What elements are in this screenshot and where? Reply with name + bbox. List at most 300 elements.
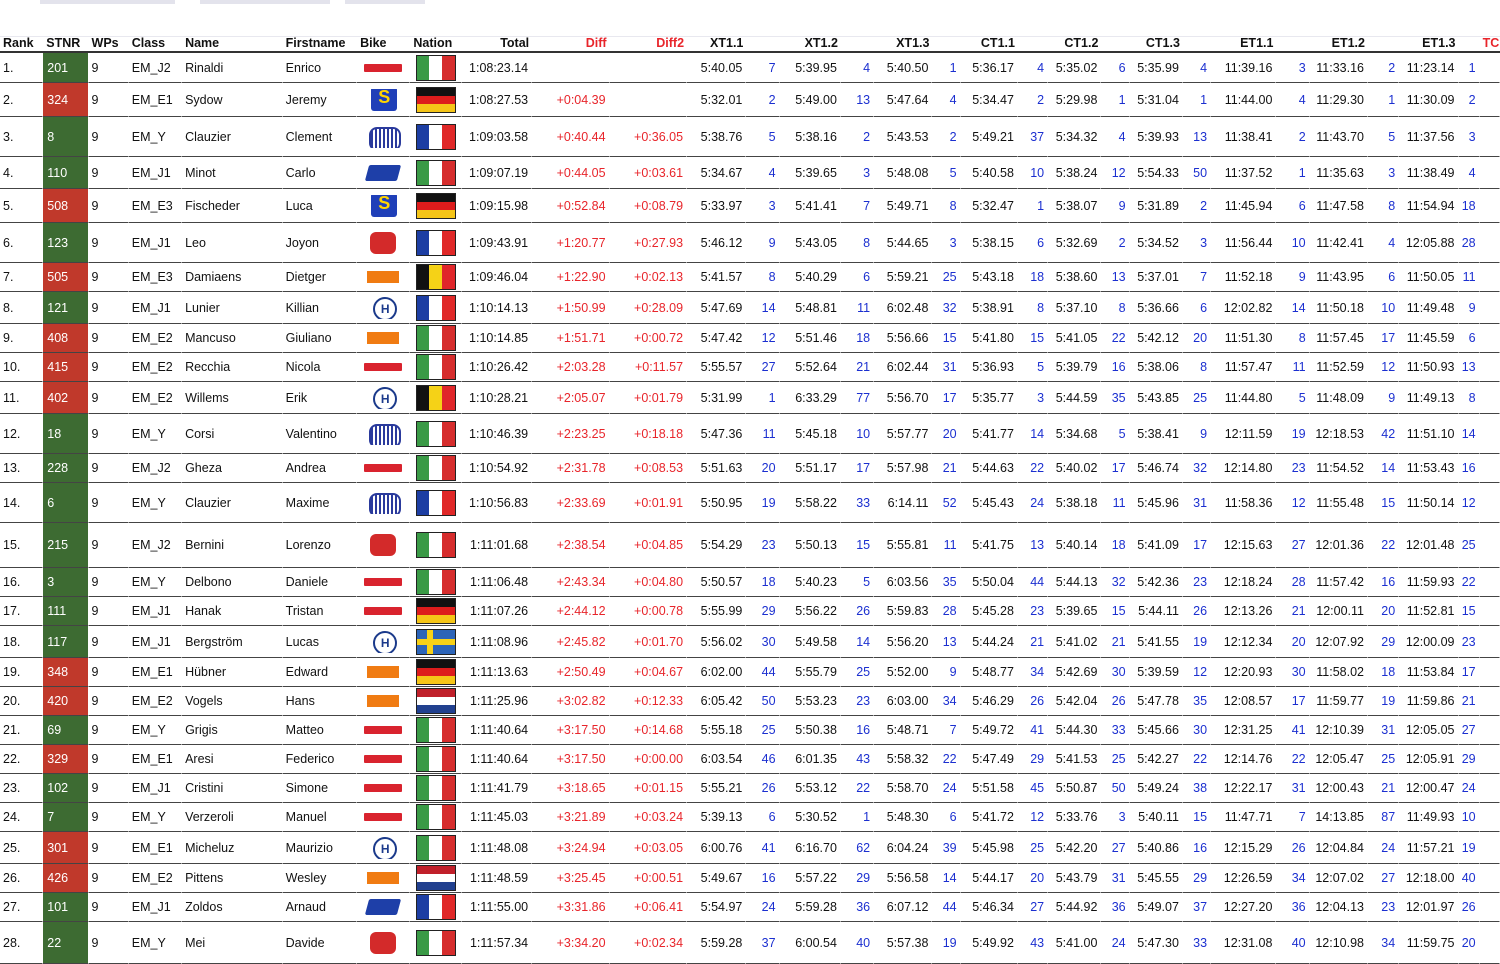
stage-rank-cell: 12 <box>1018 803 1048 832</box>
stage-rank-cell: 19 <box>1183 626 1211 658</box>
class-cell: EM_E1 <box>129 83 182 117</box>
bike-cell <box>357 117 410 157</box>
column-header[interactable]: WPs <box>89 34 129 53</box>
start-number-badge: 101 <box>43 893 88 922</box>
stage-rank-cell: 52 <box>932 483 960 523</box>
stage-rank-cell: 1 <box>1276 157 1309 189</box>
stage-time-cell: 5:33.76 <box>1048 803 1101 832</box>
diff2-cell: +0:18.18 <box>610 414 687 454</box>
tc-cell <box>1480 223 1500 263</box>
stage-time-cell: 5:56.58 <box>874 864 932 893</box>
diff2-cell: +0:08.53 <box>610 454 687 483</box>
stage-time-cell: 12:13.26 <box>1211 597 1276 626</box>
stage-rank-cell: 2 <box>1183 189 1211 223</box>
rider-name-link[interactable]: Verzeroli <box>182 803 283 832</box>
stage-rank-cell: 5 <box>932 157 960 189</box>
column-header[interactable] <box>1368 34 1399 53</box>
rider-name-link[interactable]: Minot <box>182 157 283 189</box>
wps-cell: 9 <box>89 893 129 922</box>
class-cell: EM_E2 <box>129 324 182 353</box>
stage-rank-cell: 24 <box>746 893 779 922</box>
table-row[interactable] <box>0 658 1500 687</box>
class-cell: EM_Y <box>129 483 182 523</box>
class-cell: EM_J1 <box>129 223 182 263</box>
stage-rank-cell: 7 <box>746 53 779 83</box>
table-row[interactable] <box>0 893 1500 922</box>
stage-time-cell: 5:30.52 <box>780 803 841 832</box>
wps-cell: 9 <box>89 292 129 324</box>
flag-ita-icon <box>416 55 456 81</box>
stage-rank-cell: 37 <box>1183 893 1211 922</box>
diff2-cell: +0:01.15 <box>610 774 687 803</box>
total-time-cell: 1:11:40.64 <box>462 745 532 774</box>
bike-cell <box>357 922 410 964</box>
tc-cell <box>1480 117 1500 157</box>
stage-time-cell: 5:49.58 <box>780 626 841 658</box>
diff2-cell <box>610 83 687 117</box>
stage-time-cell: 5:51.46 <box>780 324 841 353</box>
stage-rank-cell: 11 <box>1101 483 1129 523</box>
start-number-badge: 18 <box>43 414 88 454</box>
table-row[interactable] <box>0 83 1500 117</box>
stage-rank-cell: 17 <box>1101 454 1129 483</box>
stage-rank-cell: 11 <box>746 414 779 454</box>
rider-name-link[interactable]: Sydow <box>182 83 283 117</box>
column-header[interactable]: ET1.2 <box>1310 34 1368 53</box>
column-header[interactable]: XT1.3 <box>874 34 932 53</box>
start-number-badge: 228 <box>43 454 88 483</box>
stage-time-cell: 6:00.54 <box>780 922 841 964</box>
stage-time-cell: 5:34.52 <box>1130 223 1183 263</box>
stage-time-cell: 5:50.87 <box>1048 774 1101 803</box>
rider-name-link[interactable]: Damiaens <box>182 263 283 292</box>
rider-name-link[interactable]: Willems <box>182 382 283 414</box>
nation-cell <box>410 324 461 353</box>
table-row[interactable] <box>0 745 1500 774</box>
class-cell: EM_E2 <box>129 382 182 414</box>
total-time-cell: 1:08:23.14 <box>462 53 532 83</box>
stage-rank-cell: 27 <box>1459 716 1480 745</box>
stage-rank-cell: 13 <box>1459 353 1480 382</box>
stage-rank-cell: 29 <box>1018 745 1048 774</box>
flag-ita-icon <box>416 746 456 772</box>
stage-time-cell: 5:39.93 <box>1130 117 1183 157</box>
bike-cell <box>357 189 410 223</box>
column-header[interactable] <box>1276 34 1309 53</box>
wps-cell: 9 <box>89 597 129 626</box>
diff-cell: +3:18.65 <box>532 774 609 803</box>
bike-cell <box>357 292 410 324</box>
stage-rank-cell: 12 <box>1101 157 1129 189</box>
stage-time-cell: 12:15.29 <box>1211 832 1276 864</box>
diff2-cell: +0:08.79 <box>610 189 687 223</box>
column-header[interactable]: ET1.1 <box>1211 34 1276 53</box>
stage-rank-cell: 15 <box>1018 324 1048 353</box>
table-row[interactable] <box>0 53 1500 83</box>
stage-time-cell: 5:38.76 <box>687 117 746 157</box>
rider-name-link[interactable]: Corsi <box>182 414 283 454</box>
stage-rank-cell: 40 <box>1459 864 1480 893</box>
stage-time-cell: 5:44.59 <box>1048 382 1101 414</box>
stage-time-cell: 5:36.93 <box>961 353 1018 382</box>
stage-time-cell: 5:51.58 <box>961 774 1018 803</box>
stage-time-cell: 6:00.76 <box>687 832 746 864</box>
table-row[interactable] <box>0 454 1500 483</box>
rider-name-link[interactable]: Aresi <box>182 745 283 774</box>
stage-time-cell: 5:44.92 <box>1048 893 1101 922</box>
bike-cell <box>357 864 410 893</box>
flag-ita-icon <box>416 532 456 558</box>
stage-rank-cell: 19 <box>1368 687 1399 716</box>
class-cell: EM_Y <box>129 803 182 832</box>
stage-rank-cell: 20 <box>1183 324 1211 353</box>
table-row[interactable] <box>0 117 1500 157</box>
table-row[interactable] <box>0 568 1500 597</box>
stage-rank-cell: 2 <box>746 83 779 117</box>
rider-name-link[interactable]: Cristini <box>182 774 283 803</box>
column-header[interactable] <box>1183 34 1211 53</box>
table-row[interactable] <box>0 864 1500 893</box>
table-row[interactable] <box>0 626 1500 658</box>
stage-rank-cell: 3 <box>932 223 960 263</box>
class-cell: EM_E3 <box>129 263 182 292</box>
husq-logo-icon <box>361 297 405 319</box>
stage-rank-cell: 1 <box>1018 189 1048 223</box>
stage-rank-cell: 21 <box>1018 626 1048 658</box>
stage-time-cell: 5:38.91 <box>961 292 1018 324</box>
stage-rank-cell: 16 <box>1368 568 1399 597</box>
column-header[interactable] <box>1101 34 1129 53</box>
stage-rank-cell: 11 <box>841 292 874 324</box>
stage-rank-cell: 1 <box>1459 53 1480 83</box>
bike-cell <box>357 483 410 523</box>
column-header[interactable]: CT1.3 <box>1130 34 1183 53</box>
gasgas-logo-icon <box>361 806 405 828</box>
stage-rank-cell: 18 <box>1018 263 1048 292</box>
rider-name-link[interactable]: Leo <box>182 223 283 263</box>
column-header[interactable]: Diff <box>532 34 609 53</box>
nation-cell <box>410 745 461 774</box>
column-header[interactable]: Nation <box>410 34 461 53</box>
total-time-cell: 1:09:43.91 <box>462 223 532 263</box>
tm-logo-icon <box>361 162 405 184</box>
total-time-cell: 1:10:46.39 <box>462 414 532 454</box>
stage-rank-cell: 25 <box>1368 745 1399 774</box>
diff-cell: +1:20.77 <box>532 223 609 263</box>
column-header[interactable]: TC <box>1480 34 1500 53</box>
table-row[interactable] <box>0 263 1500 292</box>
rider-name-link[interactable]: Fischeder <box>182 189 283 223</box>
stage-time-cell: 11:29.30 <box>1310 83 1368 117</box>
column-header[interactable]: CT1.1 <box>961 34 1018 53</box>
stage-time-cell: 5:43.53 <box>874 117 932 157</box>
stage-rank-cell: 5 <box>1276 382 1309 414</box>
stage-time-cell: 5:49.21 <box>961 117 1018 157</box>
stage-rank-cell: 23 <box>841 687 874 716</box>
column-header[interactable]: Diff2 <box>610 34 687 53</box>
table-row[interactable] <box>0 157 1500 189</box>
stage-time-cell: 5:54.97 <box>687 893 746 922</box>
stage-time-cell: 11:58.36 <box>1211 483 1276 523</box>
flag-ger-icon <box>416 193 456 219</box>
column-header[interactable]: XT1.2 <box>780 34 841 53</box>
bike-cell <box>357 597 410 626</box>
stage-time-cell: 5:32.01 <box>687 83 746 117</box>
stage-rank-cell: 8 <box>746 263 779 292</box>
wps-cell: 9 <box>89 568 129 597</box>
table-row[interactable] <box>0 803 1500 832</box>
table-row[interactable] <box>0 189 1500 223</box>
diff-cell: +3:31.86 <box>532 893 609 922</box>
total-time-cell: 1:11:08.96 <box>462 626 532 658</box>
table-row[interactable] <box>0 483 1500 523</box>
start-number-badge: 22 <box>43 922 88 964</box>
diff2-cell <box>610 53 687 83</box>
bike-cell <box>357 223 410 263</box>
stage-rank-cell: 1 <box>841 803 874 832</box>
stage-rank-cell: 36 <box>841 893 874 922</box>
column-header[interactable]: Firstname <box>283 34 357 53</box>
stage-rank-cell: 8 <box>1276 324 1309 353</box>
ktm-logo-icon <box>361 690 405 712</box>
rider-name-link[interactable]: Vogels <box>182 687 283 716</box>
stage-rank-cell: 46 <box>746 745 779 774</box>
diff2-cell: +0:27.93 <box>610 223 687 263</box>
nation-cell <box>410 597 461 626</box>
column-header[interactable] <box>746 34 779 53</box>
class-cell: EM_J2 <box>129 523 182 568</box>
stage-time-cell: 11:50.93 <box>1399 353 1458 382</box>
table-row[interactable] <box>0 922 1500 964</box>
total-time-cell: 1:11:48.59 <box>462 864 532 893</box>
column-header[interactable] <box>1459 34 1480 53</box>
diff-cell: +1:22.90 <box>532 263 609 292</box>
stage-time-cell: 5:53.12 <box>780 774 841 803</box>
tc-cell <box>1480 324 1500 353</box>
rider-name-link[interactable]: Mancuso <box>182 324 283 353</box>
stage-rank-cell: 16 <box>1459 454 1480 483</box>
stage-rank-cell: 31 <box>1183 483 1211 523</box>
table-row[interactable] <box>0 774 1500 803</box>
class-cell: EM_E2 <box>129 864 182 893</box>
stage-time-cell: 5:37.01 <box>1130 263 1183 292</box>
rank-cell: 16. <box>0 568 43 597</box>
total-time-cell: 1:11:13.63 <box>462 658 532 687</box>
rider-name-link[interactable]: Grigis <box>182 716 283 745</box>
start-number-badge: 102 <box>43 774 88 803</box>
bike-cell <box>357 832 410 864</box>
stage-time-cell: 5:58.70 <box>874 774 932 803</box>
nation-cell <box>410 893 461 922</box>
column-header[interactable]: Class <box>129 34 182 53</box>
start-number-badge: 324 <box>43 83 88 117</box>
column-header[interactable]: XT1.1 <box>687 34 746 53</box>
rank-cell: 10. <box>0 353 43 382</box>
column-header[interactable] <box>932 34 960 53</box>
table-row[interactable] <box>0 223 1500 263</box>
stage-rank-cell: 33 <box>1101 716 1129 745</box>
diff2-cell: +0:03.05 <box>610 832 687 864</box>
gasgas-logo-icon <box>361 777 405 799</box>
class-cell: EM_J1 <box>129 774 182 803</box>
stage-time-cell: 5:48.30 <box>874 803 932 832</box>
stage-time-cell: 11:47.58 <box>1310 189 1368 223</box>
stage-rank-cell: 18 <box>1459 189 1480 223</box>
firstname-cell: Joyon <box>283 223 357 263</box>
stage-time-cell: 5:48.71 <box>874 716 932 745</box>
stage-time-cell: 12:05.47 <box>1310 745 1368 774</box>
stage-time-cell: 5:40.11 <box>1130 803 1183 832</box>
top-tab-indicator <box>40 0 175 4</box>
fantic-logo-icon <box>361 492 405 514</box>
stage-time-cell: 12:27.20 <box>1211 893 1276 922</box>
column-header[interactable] <box>841 34 874 53</box>
stage-rank-cell: 9 <box>1276 263 1309 292</box>
rider-name-link[interactable]: Rinaldi <box>182 53 283 83</box>
stage-rank-cell: 2 <box>1101 223 1129 263</box>
rider-name-link[interactable]: Delbono <box>182 568 283 597</box>
table-row[interactable] <box>0 687 1500 716</box>
stage-time-cell: 11:59.77 <box>1310 687 1368 716</box>
stage-rank-cell: 24 <box>1459 774 1480 803</box>
stage-time-cell: 6:04.24 <box>874 832 932 864</box>
class-cell: EM_Y <box>129 414 182 454</box>
table-row[interactable] <box>0 597 1500 626</box>
total-time-cell: 1:09:07.19 <box>462 157 532 189</box>
stage-rank-cell: 26 <box>1101 687 1129 716</box>
stage-rank-cell: 10 <box>1018 157 1048 189</box>
rider-name-link[interactable]: Mei <box>182 922 283 964</box>
stage-rank-cell: 17 <box>1459 658 1480 687</box>
total-time-cell: 1:09:46.04 <box>462 263 532 292</box>
diff-cell: +2:50.49 <box>532 658 609 687</box>
rider-name-link[interactable]: Micheluz <box>182 832 283 864</box>
tc-cell <box>1480 157 1500 189</box>
rider-name-link[interactable]: Lunier <box>182 292 283 324</box>
stage-rank-cell: 8 <box>841 223 874 263</box>
stage-rank-cell: 42 <box>1368 414 1399 454</box>
stage-rank-cell: 35 <box>1101 382 1129 414</box>
firstname-cell: Federico <box>283 745 357 774</box>
stage-time-cell: 5:49.67 <box>687 864 746 893</box>
diff-cell: +2:38.54 <box>532 523 609 568</box>
stage-rank-cell: 19 <box>932 922 960 964</box>
column-header[interactable] <box>1018 34 1048 53</box>
stage-time-cell: 5:49.72 <box>961 716 1018 745</box>
stage-time-cell: 5:45.55 <box>1130 864 1183 893</box>
tc-cell <box>1480 626 1500 658</box>
stage-time-cell: 12:04.13 <box>1310 893 1368 922</box>
tc-cell <box>1480 893 1500 922</box>
nation-cell <box>410 292 461 324</box>
total-time-cell: 1:10:14.13 <box>462 292 532 324</box>
diff-cell: +2:05.07 <box>532 382 609 414</box>
table-row[interactable] <box>0 414 1500 454</box>
column-header[interactable]: STNR <box>43 34 88 53</box>
stage-time-cell: 11:45.59 <box>1399 324 1458 353</box>
rider-name-link[interactable]: Bergström <box>182 626 283 658</box>
table-row[interactable] <box>0 324 1500 353</box>
diff-cell: +2:03.28 <box>532 353 609 382</box>
diff-cell: +1:50.99 <box>532 292 609 324</box>
rank-cell: 26. <box>0 864 43 893</box>
tc-cell <box>1480 53 1500 83</box>
stage-rank-cell: 20 <box>746 454 779 483</box>
stage-time-cell: 12:04.84 <box>1310 832 1368 864</box>
stage-rank-cell: 8 <box>1018 292 1048 324</box>
rider-name-link[interactable]: Clauzier <box>182 117 283 157</box>
stage-time-cell: 11:38.49 <box>1399 157 1458 189</box>
rider-name-link[interactable]: Bernini <box>182 523 283 568</box>
stage-time-cell: 12:18.24 <box>1211 568 1276 597</box>
stage-rank-cell: 6 <box>1459 324 1480 353</box>
start-number-badge: 505 <box>43 263 88 292</box>
tc-cell <box>1480 83 1500 117</box>
start-number-badge: 117 <box>43 626 88 658</box>
beta-logo-icon <box>361 932 405 954</box>
stage-rank-cell: 12 <box>1183 658 1211 687</box>
diff-cell: +2:44.12 <box>532 597 609 626</box>
stage-rank-cell: 77 <box>841 382 874 414</box>
nation-cell <box>410 223 461 263</box>
rider-name-link[interactable]: Zoldos <box>182 893 283 922</box>
nation-cell <box>410 263 461 292</box>
column-header[interactable]: Rank <box>0 34 43 53</box>
column-header[interactable]: Name <box>182 34 283 53</box>
nation-cell <box>410 626 461 658</box>
column-header[interactable]: Total <box>462 34 532 53</box>
start-number-badge: 301 <box>43 832 88 864</box>
stage-rank-cell: 4 <box>746 157 779 189</box>
stage-time-cell: 5:44.24 <box>961 626 1018 658</box>
top-tab-indicator <box>200 0 330 4</box>
stage-rank-cell: 23 <box>1459 626 1480 658</box>
nation-cell <box>410 568 461 597</box>
stage-rank-cell: 8 <box>1459 382 1480 414</box>
nation-cell <box>410 523 461 568</box>
rider-name-link[interactable]: Recchia <box>182 353 283 382</box>
results-body <box>0 53 1500 964</box>
stage-time-cell: 5:45.66 <box>1130 716 1183 745</box>
table-row[interactable] <box>0 523 1500 568</box>
table-row[interactable] <box>0 716 1500 745</box>
table-row[interactable] <box>0 292 1500 324</box>
stage-rank-cell: 6 <box>1183 292 1211 324</box>
stage-rank-cell: 14 <box>1276 292 1309 324</box>
stage-time-cell: 5:47.69 <box>687 292 746 324</box>
stage-time-cell: 5:41.80 <box>961 324 1018 353</box>
column-header[interactable]: Bike <box>357 34 410 53</box>
table-row[interactable] <box>0 353 1500 382</box>
column-header[interactable]: ET1.3 <box>1399 34 1458 53</box>
table-row[interactable] <box>0 832 1500 864</box>
rider-name-link[interactable]: Gheza <box>182 454 283 483</box>
gasgas-logo-icon <box>361 457 405 479</box>
stage-rank-cell: 21 <box>1276 597 1309 626</box>
stage-rank-cell: 44 <box>1018 568 1048 597</box>
rider-name-link[interactable]: Hübner <box>182 658 283 687</box>
column-header[interactable]: CT1.2 <box>1048 34 1101 53</box>
stage-rank-cell: 30 <box>1276 658 1309 687</box>
stage-time-cell: 12:01.48 <box>1399 523 1458 568</box>
rider-name-link[interactable]: Hanak <box>182 597 283 626</box>
rider-name-link[interactable]: Pittens <box>182 864 283 893</box>
stage-rank-cell: 18 <box>1101 523 1129 568</box>
stage-rank-cell: 31 <box>1101 864 1129 893</box>
rider-name-link[interactable]: Clauzier <box>182 483 283 523</box>
table-row[interactable] <box>0 382 1500 414</box>
stage-rank-cell: 21 <box>1101 626 1129 658</box>
